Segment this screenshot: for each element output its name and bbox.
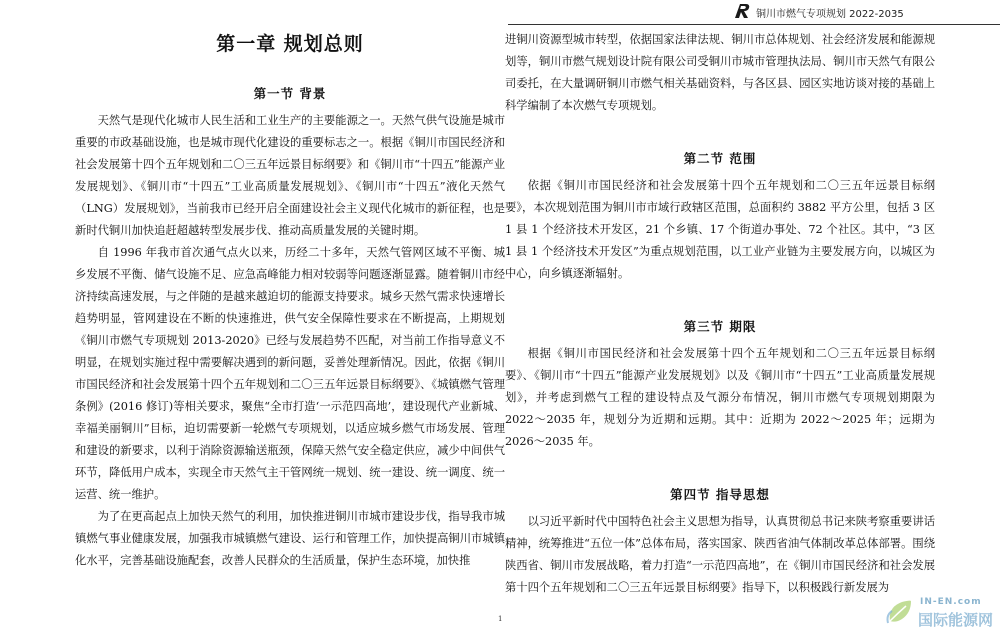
chapter-title: 第一章 规划总则 [216, 33, 364, 55]
spacer [505, 285, 935, 317]
left-column [75, 30, 505, 572]
paragraph-scope: 依据《铜川市国民经济和社会发展第十四个五年规划和二〇三五年远景目标纲要》，本次规划范围为铜川市市域行政辖区范围，总面积约 3882 平方公里，包括 3 区 1 县 1 个经济技术开发区，21 个乡镇、17 个街道办事处、72 个社区。其中，“3 区 1 县 1 个经济技术开发区”为重点规划范围，以工业产业链为主要发展方向，以城区为中心，向乡镇逐渐辐射。 [505, 179, 935, 280]
paragraph-background-1: 天然气是现代化城市人民生活和工业生产的主要能源之一。天然气供气设施是城市重要的市政基础设施，也是城市现代化建设的重要标志之一。根据《铜川市国民经济和社会发展第十四个五年规划和二〇三五年远景目标纲要》和《铜川市“十四五”能源产业发展规划》、《铜川市“十四五”工业高质量发展规划》、《铜川市“十四五”液化天然气（LNG）发展规划》，当前我市已经开启全面建设社会主义现代化城市的新征程，也是新时代铜川加快追赶超越转型发展步伐、推动高质量发展的关键时期。 [75, 114, 505, 237]
page-number: 1 [498, 615, 503, 623]
paragraph-background-3: 为了在更高起点上加快天然气的利用，加快推进铜川市城市建设步伐，指导我市城镇燃气事业健康发展，加强我市城镇燃气建设、运行和管理工作，加快提高铜川市城镇化水平，完善基础设施配套，改善人民群众的生活质量，保护生态环境，加快推 [75, 510, 505, 567]
watermark [884, 593, 994, 633]
section-title-background: 第一节 背景 [253, 86, 327, 101]
section-title-guiding-ideology: 第四节 指导思想 [670, 487, 770, 502]
paragraph-period: 根据《铜川市国民经济和社会发展第十四个五年规划和二〇三五年远景目标纲要》、《铜川市“十四五”能源产业发展规划》以及《铜川市“十四五”工业高质量发展规划》，并考虑到燃气工程的建设特点及气源分布情况，铜川市燃气专项规划期限为 2022～2035 年，规划分为近期和远期。其中：近期为 2022～2025 年；远期为 2026～2035 年。 [505, 347, 935, 448]
watermark-name: 国际能源网 [918, 611, 994, 629]
page-header [508, 0, 1000, 25]
section-title-period: 第三节 期限 [683, 319, 757, 334]
section-title-scope: 第二节 范围 [683, 151, 757, 166]
watermark-url: IN-EN.com [920, 597, 982, 607]
spacer [505, 453, 935, 485]
paragraph-continued: 进铜川资源型城市转型，依据国家法律法规、铜川市总体规划、社会经济发展和能源规划等，铜川市燃气规划设计院有限公司受铜川市城市管理执法局、铜川市天然气有限公司委托，在大量调研铜川市燃气相关基础资料，与各区县、园区实地访谈对接的基础上科学编制了本次燃气专项规划。 [505, 33, 935, 112]
paragraph-guiding-ideology: 以习近平新时代中国特色社会主义思想为指导，认真贯彻总书记来陕考察重要讲话精神，统筹推进“五位一体”总体布局，落实国家、陕西省油气体制改革总体部署。围绕陕西省、铜川市发展战略，着力打造“一示范四高地”，在《铜川市国民经济和社会发展第十四个五年规划和二〇三五年远景目标纲要》指导下，以积极践行新发展为 [505, 515, 935, 594]
header-title: 铜川市燃气专项规划 2022-2035 [756, 9, 904, 20]
leaf-logo-icon [884, 597, 914, 627]
paragraph-background-2: 自 1996 年我市首次通气点火以来，历经二十多年，天然气管网区域不平衡、城乡发展不平衡、储气设施不足、应急高峰能力相对较弱等问题逐渐显露。随着铜川市经济持续高速发展，与之伴随的是越来越迫切的能源支持要求。城乡天然气需求快速增长趋势明显，管网建设在不断的快速推进，供气安全保障性要求在不断提高，上期规划《铜川市燃气专项规划 2013-2020》已经与发展趋势不匹配，对当前工作指导意义不明显，在规划实施过程中需要解决遇到的新问题，妥善处理新情况。因此，依据《铜川市国民经济和社会发展第十四个五年规划和二〇三五年远景目标纲要》、《城镇燃气管理条例》(2016 修订)等相关要求，聚焦“全市打造‘一示范四高地’，建设现代产业新城、幸福美丽铜川”目标，迫切需要新一轮燃气专项规划，以适应城乡燃气市场发展、管理和建设的新要求，以利于消除资源输送瓶颈，保障天然气安全稳定供应，减少中间供气环节，降低用户成本，实现全市天然气主干管网统一规划、统一建设、统一调度、统一运营、统一维护。 [75, 246, 505, 501]
spacer [505, 117, 935, 149]
document-logo-icon [732, 2, 752, 20]
right-column [505, 29, 935, 599]
